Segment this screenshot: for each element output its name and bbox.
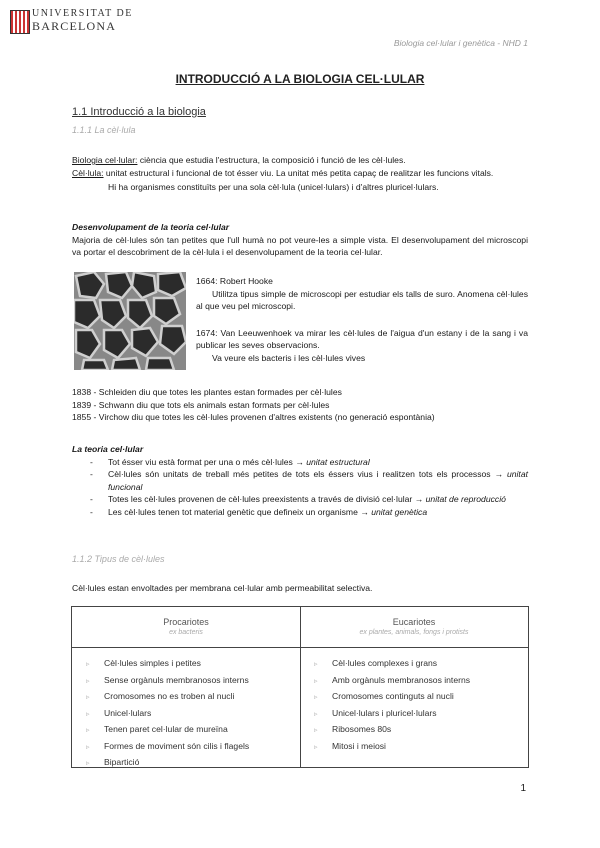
item-text: Cèl·lules simples i petites (104, 658, 201, 668)
list-item (86, 656, 300, 673)
list-item (314, 656, 528, 673)
list-item (86, 722, 300, 739)
item-emphasis: unitat funcional (108, 469, 528, 492)
eukaryotes-header (300, 607, 528, 648)
timeline-item: 1838 - Schleiden diu que totes les plantes estan formades per cèl·lules (72, 387, 342, 397)
triangle-bullet-icon: ▹ (314, 710, 318, 718)
definitions-block (72, 154, 528, 194)
item-text: Unicel·lulars i pluricel·lulars (332, 707, 437, 718)
item-emphasis: unitat de reproducció (425, 494, 506, 505)
list-item (314, 722, 528, 739)
definition-note: Hi ha organismes constituïts per una sola cèl·lula (unicel·lulars) i d'altres pluricel·lulars. (108, 182, 439, 193)
list-item (314, 673, 528, 690)
hooke-title: 1664: Robert Hooke (196, 276, 273, 286)
definition-text: unitat estructural i funcional de tot ésser viu. La unitat més petita capaç de realitzar les funcions vitals. (103, 167, 494, 178)
triangle-bullet-icon: ▹ (86, 760, 90, 767)
item-text: Totes les cèl·lules provenen de cèl·lules preexistents a través de divisió cel·lular → (108, 494, 426, 505)
prokaryotes-header (72, 607, 300, 648)
item-text: Cromosomes continguts al nucli (332, 691, 454, 701)
list-item (72, 456, 528, 469)
page-number: 1 (520, 783, 526, 794)
cell-theory (72, 443, 528, 519)
item-text: Cèl·lules complexes i grans (332, 658, 438, 668)
list-item (86, 739, 300, 756)
list-item (314, 689, 528, 706)
prokaryotes-column (72, 607, 301, 767)
logo-line-1: UNIVERSITAT DE (32, 8, 133, 19)
timeline-item: 1839 - Schwann diu que tots els animals estan formats per cèl·lules (72, 399, 330, 410)
cell-types-table (71, 606, 529, 768)
item-text: Les cèl·lules tenen tot material genètic que defineix un organisme → (108, 506, 372, 517)
cell-types-intro: Cèl·lules estan envoltades per membrana cel·lular amb permeabilitat selectiva. (72, 583, 373, 593)
eukaryotes-list (300, 648, 528, 755)
item-emphasis: unitat estructural (306, 456, 370, 467)
item-text: Tenen paret cel·lular de mureïna (104, 724, 228, 734)
prokaryotes-list (72, 648, 300, 772)
item-text: Bipartició (104, 757, 140, 767)
leeuwenhoek-text: Va veure els bacteris i les cèl·lules vives (212, 352, 366, 363)
triangle-bullet-icon: ▹ (314, 694, 318, 701)
list-item (86, 673, 300, 690)
item-text: Ribosomes 80s (332, 724, 392, 734)
item-text: Cromosomes no es troben al nucli (104, 691, 235, 701)
list-item (314, 739, 528, 756)
item-text: Amb orgànuls membranosos interns (332, 674, 471, 685)
eukaryotes-column (300, 607, 528, 767)
section-heading: 1.1 Introducció a la biologia (72, 106, 206, 118)
history-block (196, 275, 528, 365)
column-title: Eucariotes (392, 617, 436, 627)
subsection-heading-2: 1.1.2 Tipus de cèl·lules (72, 554, 165, 564)
page-header: Biologia cel·lular i genètica - NHD 1 (393, 38, 528, 48)
list-item (86, 755, 300, 772)
theory-development (72, 221, 528, 259)
item-text: Formes de moviment són cilis i flagels (104, 740, 250, 751)
university-logo (10, 8, 150, 34)
timeline-item: 1855 - Virchow diu que totes les cèl·lules provenen d'altres existents (no generació espontània) (72, 412, 435, 423)
column-subtitle: ex plantes, animals, fongs i protists (359, 629, 469, 636)
theory-dev-text: Majoria de cèl·lules són tan petites que l'ull humà no pot veure-les a simple vista. El desenvolupament del microscopi va portar el descobriment de la cèl·lula i el desenvolupament de la teoria cel·lular. (72, 234, 528, 258)
page-title: INTRODUCCIÓ A LA BIOLOGIA CEL·LULAR (175, 72, 425, 86)
cork-cells-micrograph (74, 272, 186, 370)
column-title: Procariotes (163, 617, 209, 627)
item-text: Mitosi i meiosi (332, 740, 386, 751)
list-item (72, 506, 528, 519)
list-item (86, 689, 300, 706)
triangle-bullet-icon: ▹ (86, 677, 90, 685)
definition-biology (72, 154, 528, 167)
list-item (86, 706, 300, 723)
list-item (72, 468, 528, 493)
hooke-text: Utilitza tipus simple de microscopi per estudiar els talls de suro. Anomena cèl·lules al que veu pel microscopi. (196, 288, 528, 312)
timeline (72, 386, 528, 424)
item-text: Sense orgànuls membranosos interns (104, 674, 249, 685)
term: Biologia cel·lular: (72, 155, 138, 165)
leeuwenhoek-title: 1674: Van Leeuwenhoek va mirar les cèl·lules de l'aigua d'un estany i de la sang i va publicar les seves observacions. (196, 327, 528, 351)
triangle-bullet-icon: ▹ (86, 743, 90, 751)
cell-theory-list (72, 456, 528, 519)
column-subtitle: ex bacteris (169, 629, 203, 636)
triangle-bullet-icon: ▹ (86, 661, 90, 668)
triangle-bullet-icon: ▹ (314, 661, 318, 668)
cell-theory-heading: La teoria cel·lular (72, 444, 144, 454)
triangle-bullet-icon: ▹ (314, 727, 318, 734)
triangle-bullet-icon: ▹ (86, 727, 90, 734)
item-text: Unicel·lulars (104, 707, 152, 718)
logo-line-2: BARCELONA (32, 19, 117, 33)
triangle-bullet-icon: ▹ (314, 677, 318, 685)
triangle-bullet-icon: ▹ (86, 694, 90, 701)
list-item (314, 706, 528, 723)
crest-icon (10, 10, 30, 34)
definition-text: ciència que estudia l'estructura, la composició i funció de les cèl·lules. (137, 155, 406, 165)
theory-dev-heading: Desenvolupament de la teoria cel·lular (72, 222, 230, 232)
term: Cèl·lula: (72, 167, 104, 178)
subsection-heading-1: 1.1.1 La cèl·lula (72, 125, 136, 135)
triangle-bullet-icon: ▹ (86, 710, 90, 718)
list-item (72, 493, 528, 506)
definition-cell (72, 167, 528, 180)
item-text: Cèl·lules són unitats de treball més petites de tots els éssers vius i realitzen tots els processos → (108, 469, 507, 480)
cork-cells-image (74, 272, 186, 370)
item-emphasis: unitat genètica (371, 506, 428, 517)
item-text: Tot ésser viu està format per una o més cèl·lules → (108, 456, 307, 467)
triangle-bullet-icon: ▹ (314, 743, 318, 751)
